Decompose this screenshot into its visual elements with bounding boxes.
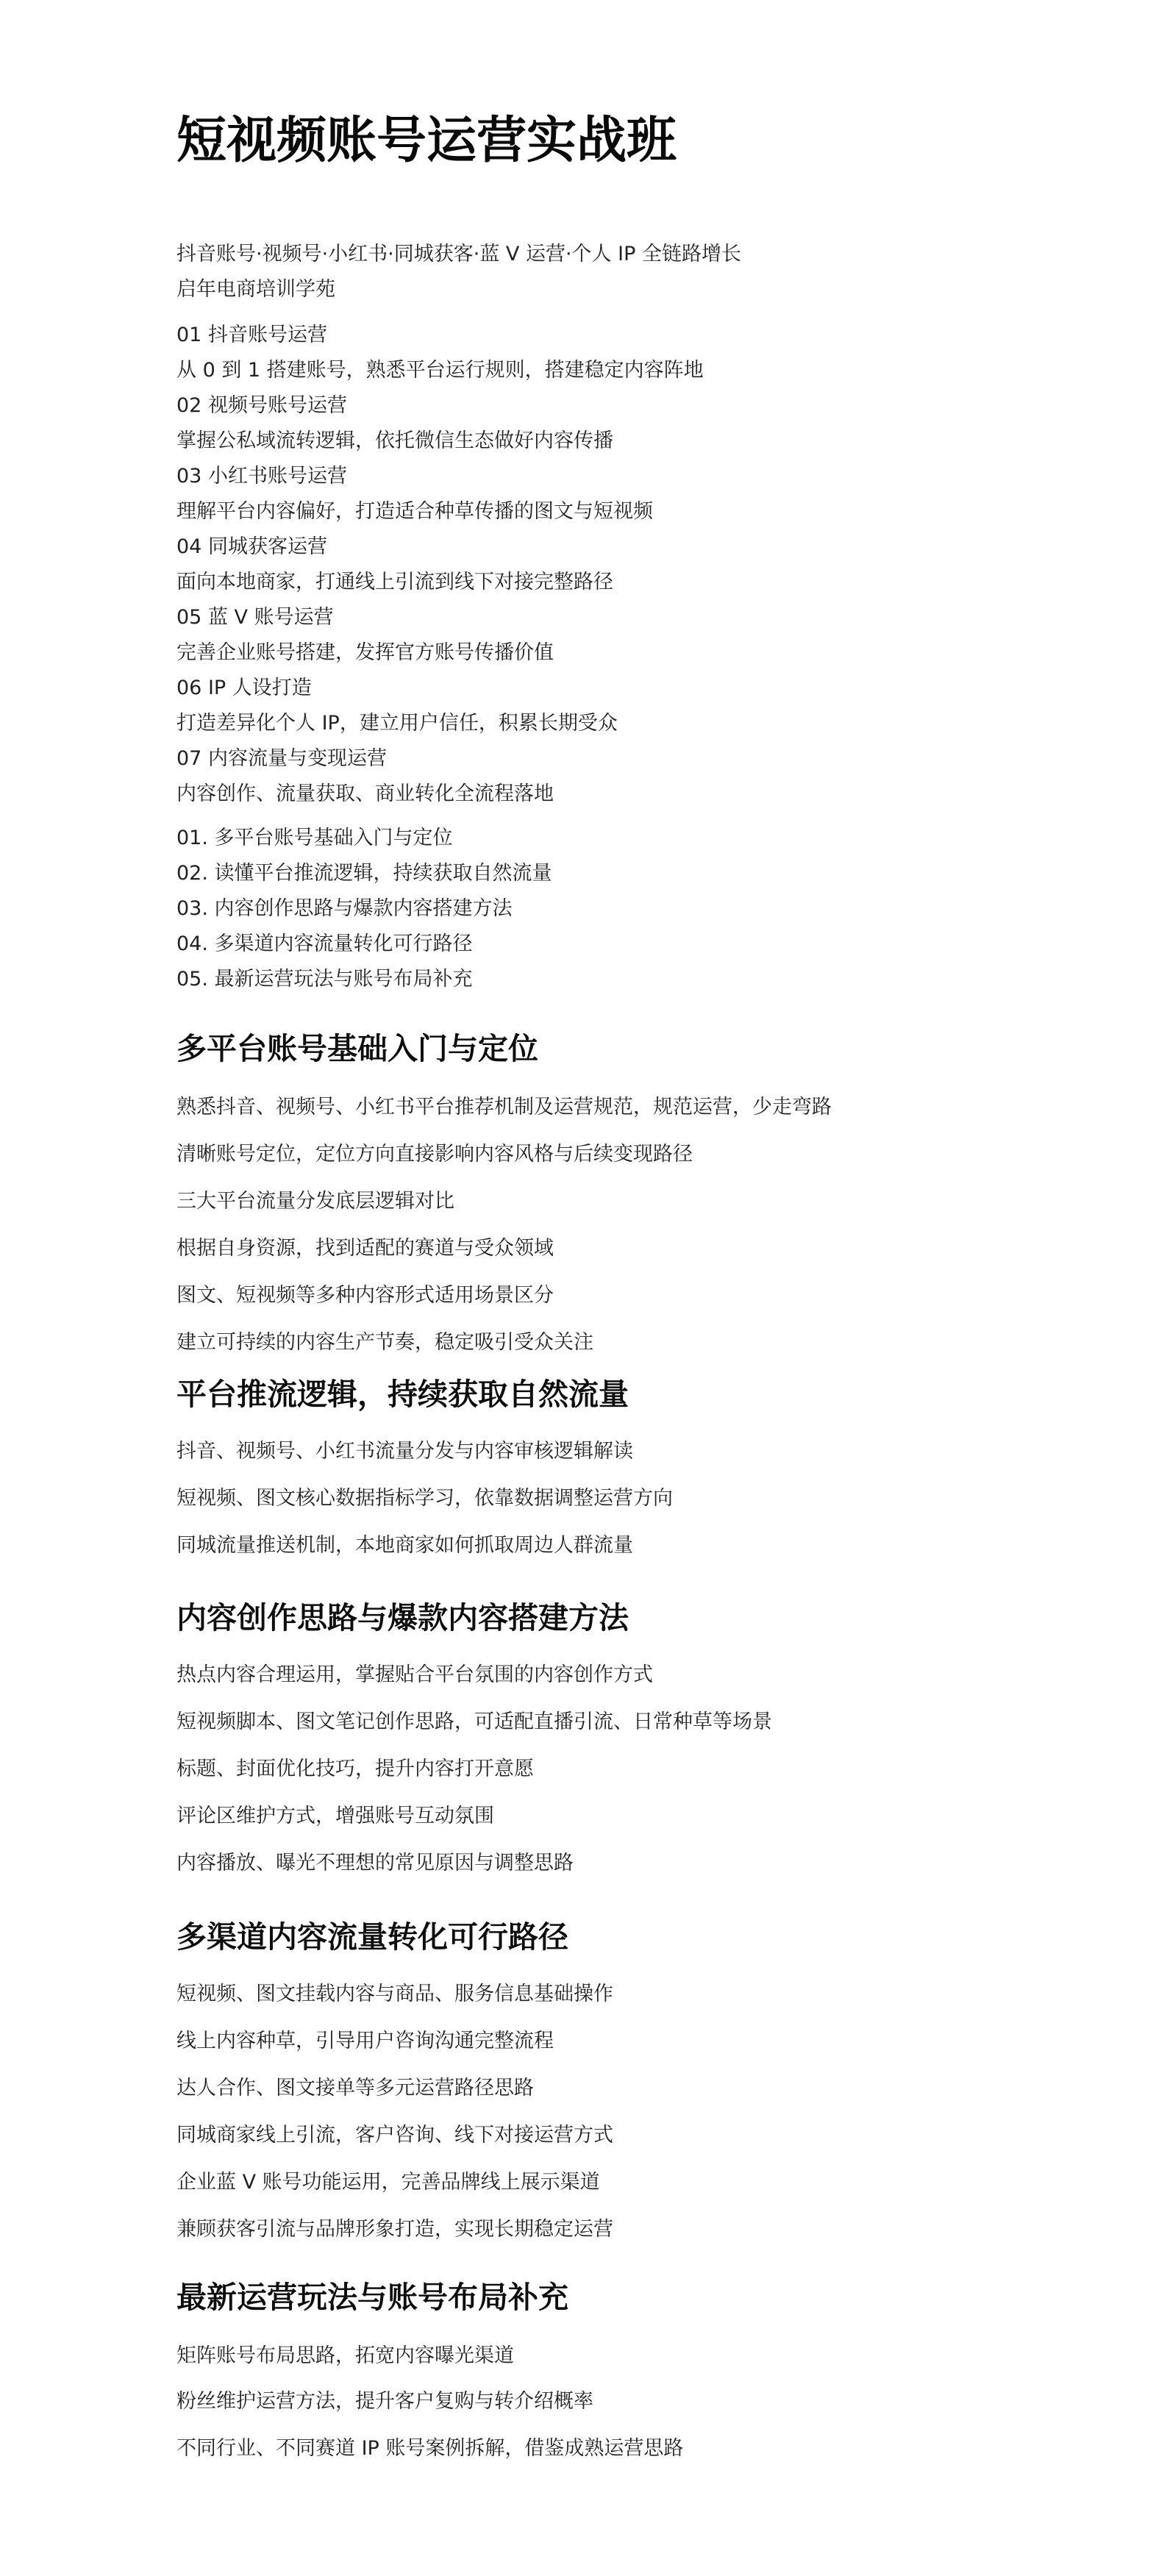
subtitle: 抖音账号·视频号·小红书·同城获客·蓝 V 运营·个人 IP 全链路增长	[176, 243, 741, 265]
toc-item: 02. 读懂平台推流逻辑，持续获取自然流量	[176, 862, 552, 885]
section-item: 兼顾获客引流与品牌形象打造，实现长期稳定运营	[176, 2218, 613, 2241]
section-item: 热点内容合理运用，掌握贴合平台氛围的内容创作方式	[176, 1663, 653, 1686]
module-name: 03 小红书账号运营	[176, 465, 347, 488]
module-desc: 内容创作、流量获取、商业转化全流程落地	[176, 782, 554, 805]
section-heading: 内容创作思路与爆款内容搭建方法	[176, 1600, 629, 1635]
section-item: 企业蓝 V 账号功能运用，完善品牌线上展示渠道	[176, 2171, 600, 2194]
section-item: 短视频、图文挂载内容与商品、服务信息基础操作	[176, 1983, 613, 2005]
module-name: 06 IP 人设打造	[176, 677, 312, 699]
module-name: 01 抖音账号运营	[176, 324, 327, 346]
section-item: 粉丝维护运营方法，提升客户复购与转介绍概率	[176, 2390, 593, 2413]
page-title: 短视频账号运营实战班	[176, 112, 677, 170]
section-item: 标题、封面优化技巧，提升内容打开意愿	[176, 1758, 534, 1780]
section-item: 矩阵账号布局思路，拓宽内容曝光渠道	[176, 2344, 514, 2367]
module-desc: 面向本地商家，打通线上引流到线下对接完整路径	[176, 571, 613, 593]
toc-item: 01. 多平台账号基础入门与定位	[176, 827, 453, 849]
section-item: 清晰账号定位，定位方向直接影响内容风格与后续变现路径	[176, 1143, 693, 1166]
module-name: 04 同城获客运营	[176, 535, 327, 558]
module-desc: 掌握公私域流转逻辑，依托微信生态做好内容传播	[176, 429, 613, 452]
section-item: 内容播放、曝光不理想的常见原因与调整思路	[176, 1852, 574, 1874]
toc-item: 05. 最新运营玩法与账号布局补充	[176, 968, 473, 991]
module-desc: 从 0 到 1 搭建账号，熟悉平台运行规则，搭建稳定内容阵地	[176, 359, 704, 382]
section-item: 短视频脚本、图文笔记创作思路，可适配直播引流、日常种草等场景	[176, 1710, 772, 1733]
section-item: 根据自身资源，找到适配的赛道与受众领域	[176, 1237, 554, 1260]
module-name: 02 视频号账号运营	[176, 394, 347, 417]
section-heading: 多平台账号基础入门与定位	[176, 1031, 538, 1066]
section-item: 评论区维护方式，增强账号互动氛围	[176, 1805, 494, 1827]
section-heading: 最新运营玩法与账号布局补充	[176, 2280, 568, 2315]
module-desc: 理解平台内容偏好，打造适合种草传播的图文与短视频	[176, 500, 653, 523]
section-item: 同城商家线上引流，客户咨询、线下对接运营方式	[176, 2124, 613, 2147]
section-heading: 平台推流逻辑，持续获取自然流量	[176, 1377, 629, 1412]
toc-item: 03. 内容创作思路与爆款内容搭建方法	[176, 897, 513, 920]
module-name: 07 内容流量与变现运营	[176, 747, 387, 770]
section-item: 达人合作、图文接单等多元运营路径思路	[176, 2077, 534, 2099]
toc-item: 04. 多渠道内容流量转化可行路径	[176, 932, 473, 955]
section-item: 三大平台流量分发底层逻辑对比	[176, 1190, 454, 1213]
module-desc: 完善企业账号搭建，发挥官方账号传播价值	[176, 641, 554, 664]
module-name: 05 蓝 V 账号运营	[176, 606, 334, 629]
organizer: 启年电商培训学苑	[176, 278, 335, 301]
section-item: 同城流量推送机制，本地商家如何抓取周边人群流量	[176, 1534, 633, 1557]
section-item: 线上内容种草，引导用户咨询沟通完整流程	[176, 2030, 554, 2052]
section-item: 抖音、视频号、小红书流量分发与内容审核逻辑解读	[176, 1440, 633, 1463]
section-item: 图文、短视频等多种内容形式适用场景区分	[176, 1284, 554, 1307]
section-item: 不同行业、不同赛道 IP 账号案例拆解，借鉴成熟运营思路	[176, 2437, 684, 2460]
section-item: 熟悉抖音、视频号、小红书平台推荐机制及运营规范，规范运营，少走弯路	[176, 1096, 832, 1118]
section-item: 建立可持续的内容生产节奏，稳定吸引受众关注	[176, 1331, 593, 1354]
section-heading: 多渠道内容流量转化可行路径	[176, 1919, 568, 1955]
module-desc: 打造差异化个人 IP，建立用户信任，积累长期受众	[176, 712, 618, 735]
section-item: 短视频、图文核心数据指标学习，依靠数据调整运营方向	[176, 1487, 673, 1510]
